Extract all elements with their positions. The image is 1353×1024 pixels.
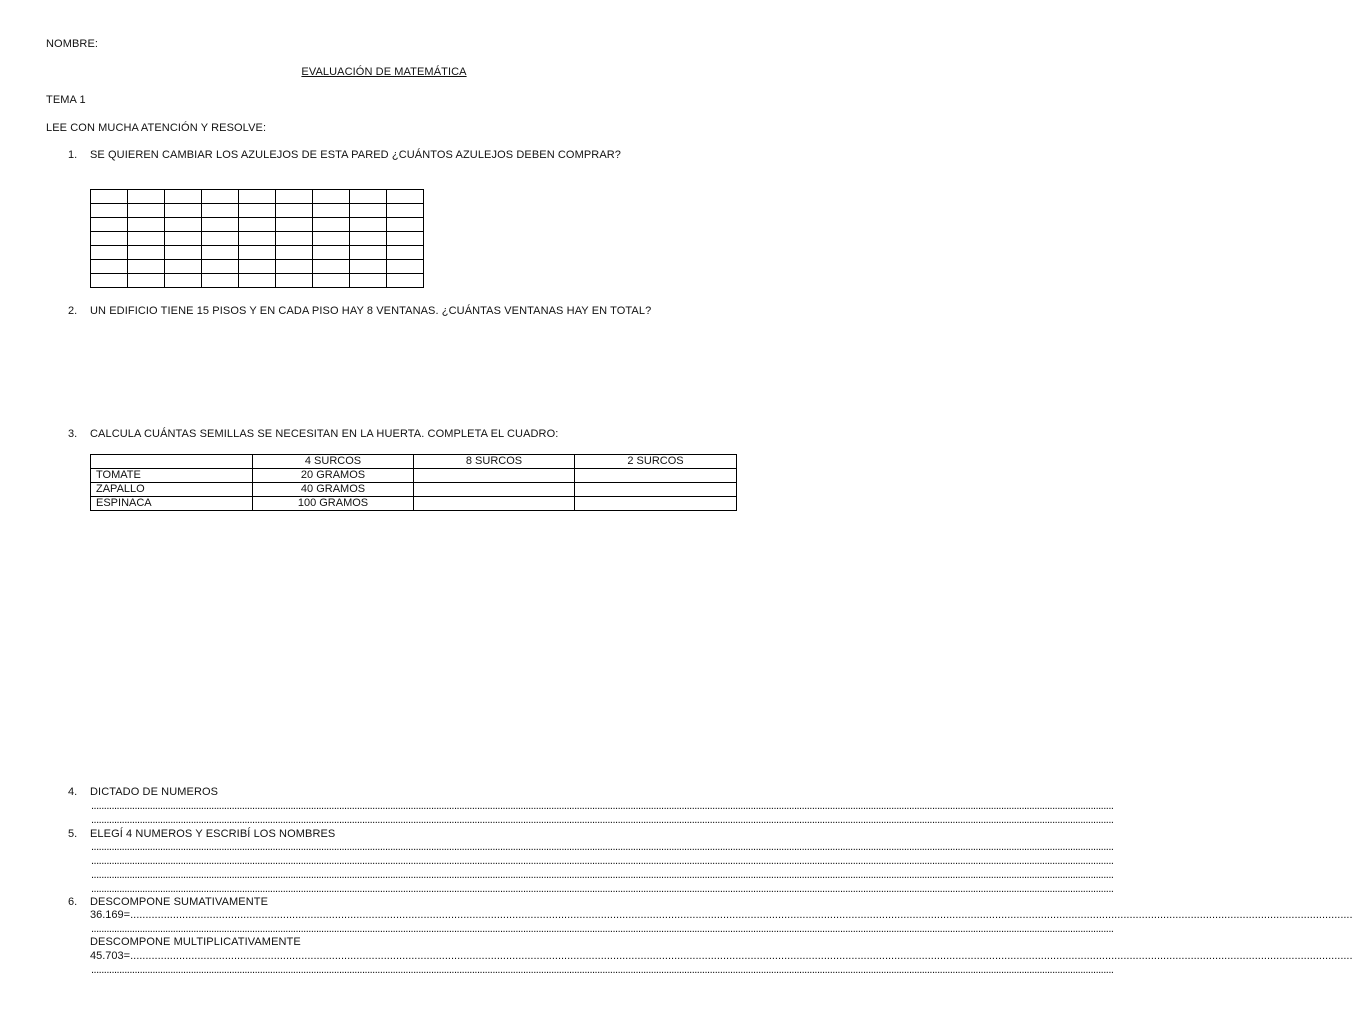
tile-row [91, 274, 424, 288]
tile-cell [276, 204, 313, 218]
tile-cell [91, 232, 128, 246]
tile-cell [202, 232, 239, 246]
tile-cell [165, 260, 202, 274]
q1-text: SE QUIEREN CAMBIAR LOS AZULEJOS DE ESTA PARED ¿CUÁNTOS AZULEJOS DEBEN COMPRAR? [90, 149, 622, 161]
tile-row [91, 190, 424, 204]
tile-cell [128, 274, 165, 288]
seed-value-cell: 40 GRAMOS [253, 483, 414, 497]
tile-row [91, 218, 424, 232]
table-row [91, 497, 737, 511]
tile-cell [202, 260, 239, 274]
table-row [91, 483, 737, 497]
tile-cell [276, 246, 313, 260]
answer-line[interactable]: ................................................................................................................................................................................................................................................................................................................................................................................................................ [91, 855, 1114, 867]
q6-text-2: DESCOMPONE MULTIPLICATIVAMENTE [90, 936, 301, 948]
tile-row [91, 260, 424, 274]
seed-crop-cell: ZAPALLO [91, 483, 253, 497]
tile-row [91, 232, 424, 246]
seed-crop-cell: TOMATE [91, 469, 253, 483]
tile-cell [239, 204, 276, 218]
tile-cell [387, 190, 424, 204]
tile-cell [387, 246, 424, 260]
tile-cell [276, 232, 313, 246]
tile-row [91, 246, 424, 260]
seed-table-header [91, 455, 737, 469]
tile-cell [350, 204, 387, 218]
q4-number: 4. [68, 786, 78, 798]
seed-answer-cell[interactable] [575, 469, 737, 483]
tile-cell [165, 218, 202, 232]
tile-cell [387, 218, 424, 232]
answer-dots: ................................................................................................................................................................................................................................................................................................................................................................................................................ [130, 909, 1353, 921]
tile-cell [350, 218, 387, 232]
tile-cell [276, 190, 313, 204]
tile-cell [313, 246, 350, 260]
seed-answer-cell[interactable] [414, 469, 575, 483]
tile-cell [239, 190, 276, 204]
tile-cell [202, 246, 239, 260]
answer-dots: ................................................................................................................................................................................................................................................................................................................................................................................................................ [130, 950, 1353, 962]
tile-cell [128, 260, 165, 274]
seed-answer-cell[interactable] [575, 483, 737, 497]
tile-cell [165, 190, 202, 204]
seed-answer-cell[interactable] [575, 497, 737, 511]
tile-grid [90, 189, 424, 288]
tile-cell [165, 274, 202, 288]
seed-header-cell [91, 455, 253, 469]
q5-text: ELEGÍ 4 NUMEROS Y ESCRIBÍ LOS NOMBRES [90, 828, 336, 840]
q4-text: DICTADO DE NUMEROS [90, 786, 219, 798]
tile-cell [276, 218, 313, 232]
name-label: NOMBRE: [46, 38, 99, 50]
tile-cell [239, 260, 276, 274]
answer-line[interactable]: ................................................................................................................................................................................................................................................................................................................................................................................................................ [91, 800, 1114, 812]
tile-cell [350, 232, 387, 246]
tile-cell [313, 190, 350, 204]
tile-cell [91, 246, 128, 260]
tile-cell [202, 204, 239, 218]
tile-cell [313, 218, 350, 232]
q1-number: 1. [68, 149, 78, 161]
decompose-sum-value: 36.169= [90, 909, 131, 921]
tile-cell [128, 218, 165, 232]
tile-cell [387, 232, 424, 246]
tile-cell [91, 260, 128, 274]
q2-number: 2. [68, 305, 78, 317]
tile-cell [276, 274, 313, 288]
tile-cell [239, 218, 276, 232]
tile-cell [350, 274, 387, 288]
tile-cell [239, 246, 276, 260]
instruction-text: LEE CON MUCHA ATENCIÓN Y RESOLVE: [46, 122, 267, 134]
seed-value-cell: 100 GRAMOS [253, 497, 414, 511]
tile-cell [91, 218, 128, 232]
tile-cell [313, 204, 350, 218]
answer-line[interactable]: ................................................................................................................................................................................................................................................................................................................................................................................................................ [91, 923, 1114, 935]
seed-table [90, 454, 737, 511]
table-row [91, 469, 737, 483]
tile-cell [313, 232, 350, 246]
tile-cell [128, 246, 165, 260]
tile-cell [239, 232, 276, 246]
tile-cell [313, 274, 350, 288]
answer-line[interactable]: ................................................................................................................................................................................................................................................................................................................................................................................................................ [91, 964, 1114, 976]
answer-line[interactable]: ................................................................................................................................................................................................................................................................................................................................................................................................................ [91, 841, 1114, 853]
theme-label: TEMA 1 [46, 94, 86, 106]
seed-answer-cell[interactable] [414, 497, 575, 511]
tile-cell [350, 190, 387, 204]
tile-cell [91, 274, 128, 288]
q6-number: 6. [68, 896, 78, 908]
tile-cell [239, 274, 276, 288]
tile-cell [128, 190, 165, 204]
tile-cell [276, 260, 313, 274]
decompose-mult-line[interactable] [90, 950, 1353, 962]
seed-crop-cell: ESPINACA [91, 497, 253, 511]
seed-header-cell: 2 SURCOS [575, 455, 737, 469]
seed-header-cell: 4 SURCOS [253, 455, 414, 469]
q2-text: UN EDIFICIO TIENE 15 PISOS Y EN CADA PISO HAY 8 VENTANAS. ¿CUÁNTAS VENTANAS HAY EN TOTAL? [90, 305, 652, 317]
decompose-sum-line[interactable] [90, 909, 1353, 921]
seed-value-cell: 20 GRAMOS [253, 469, 414, 483]
tile-cell [128, 232, 165, 246]
tile-cell [202, 190, 239, 204]
tile-row [91, 204, 424, 218]
tile-cell [165, 204, 202, 218]
tile-cell [387, 260, 424, 274]
tile-cell [165, 246, 202, 260]
q5-number: 5. [68, 828, 78, 840]
seed-header-cell: 8 SURCOS [414, 455, 575, 469]
tile-cell [350, 246, 387, 260]
q6-text: DESCOMPONE SUMATIVAMENTE [90, 896, 269, 908]
q3-number: 3. [68, 428, 78, 440]
page-title: EVALUACIÓN DE MATEMÁTICA [301, 66, 467, 78]
tile-cell [165, 232, 202, 246]
tile-cell [91, 204, 128, 218]
answer-line[interactable]: ................................................................................................................................................................................................................................................................................................................................................................................................................ [91, 814, 1114, 826]
tile-cell [202, 218, 239, 232]
tile-cell [91, 190, 128, 204]
tile-cell [202, 274, 239, 288]
seed-answer-cell[interactable] [414, 483, 575, 497]
tile-cell [128, 204, 165, 218]
tile-cell [350, 260, 387, 274]
tile-grid-body [91, 190, 424, 288]
tile-cell [387, 204, 424, 218]
decompose-mult-value: 45.703= [90, 950, 131, 962]
tile-cell [387, 274, 424, 288]
answer-line[interactable]: ................................................................................................................................................................................................................................................................................................................................................................................................................ [91, 883, 1114, 895]
answer-line[interactable]: ................................................................................................................................................................................................................................................................................................................................................................................................................ [91, 869, 1114, 881]
tile-cell [313, 260, 350, 274]
q3-text: CALCULA CUÁNTAS SEMILLAS SE NECESITAN EN LA HUERTA. COMPLETA EL CUADRO: [90, 428, 559, 440]
